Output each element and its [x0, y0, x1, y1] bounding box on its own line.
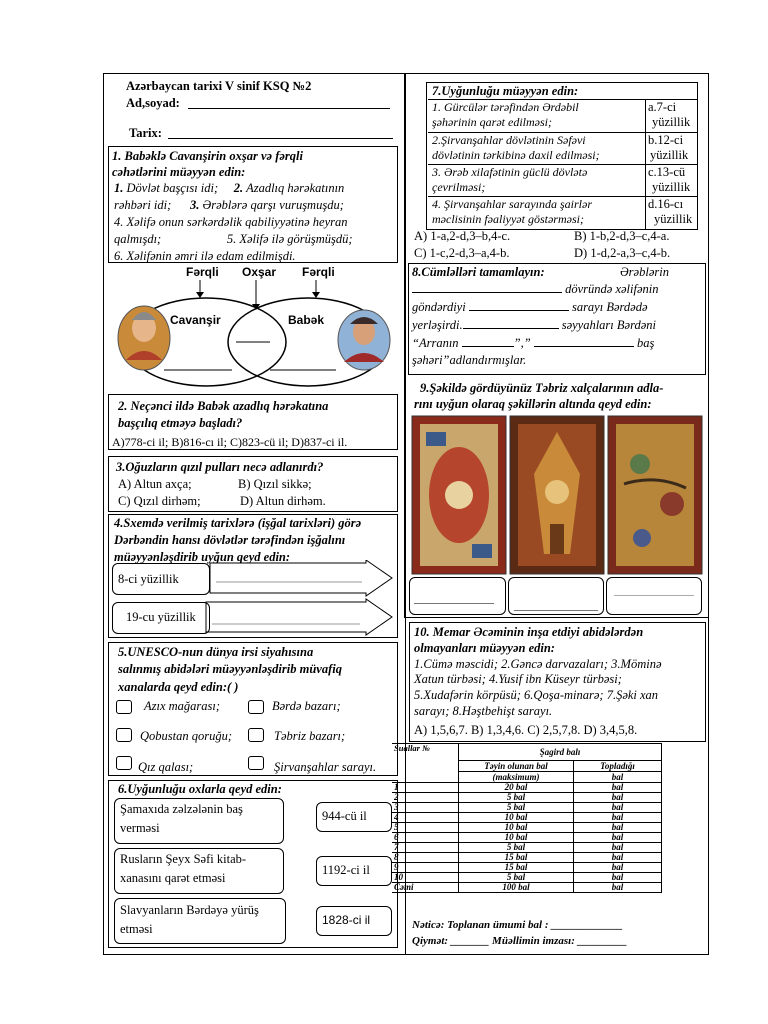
grade-cell-n: 4: [392, 813, 459, 823]
q5-item-1: Bərdə bazarı;: [272, 699, 341, 713]
q5-title-2: salınmış abidələri müəyyənləşdirib müvafiq: [118, 662, 342, 676]
q9-answer-3[interactable]: [606, 577, 702, 615]
q2-title-2: başçılıq etməyə başladı?: [118, 416, 243, 430]
grade-cell-got[interactable]: bal: [574, 843, 662, 853]
table-row: [392, 803, 662, 813]
q6-left-2-l1: Slavyanların Bərdəyə yürüş: [120, 903, 259, 917]
q8-line4: yerləşirdi. səyyahları Bərdəni: [412, 318, 657, 332]
q4-title-2: Dərbəndin hansı dövlətlər tərəfindən işğalını: [114, 533, 346, 547]
q1-line2: rəhbəri idi; 3. Ərəblərə qarşı vuruşmuşdu;: [114, 198, 344, 212]
q9-title: 9.Şəkildə gördüyünüz Təbriz xalçalarının adla-: [420, 381, 664, 395]
grade-cell-n: Cəmi: [392, 883, 459, 893]
grade-col2a: Topladığı: [574, 761, 662, 772]
q7-row1-l2: dövlətinin tərkibinə daxil edilməsi;: [432, 148, 600, 162]
table-row: [392, 853, 662, 863]
q4-row2-label: 19-cu yüzillik: [126, 610, 196, 624]
carpet-1-icon: [412, 416, 506, 574]
q1-line1: 1. Dövlət başçısı idi; 2. Azadlıq hərəkatının: [114, 181, 345, 195]
grade-cell-n: 10: [392, 873, 459, 883]
grade-cell-max: 10 bal: [459, 833, 574, 843]
q5-check-4[interactable]: [116, 756, 132, 770]
q7-row2-r1: c.13-cü: [648, 165, 686, 179]
q5-check-5[interactable]: [248, 756, 264, 770]
q4-row1-label: 8-ci yüzillik: [118, 572, 179, 586]
venn-label-diff2: Fərqli: [302, 265, 335, 279]
q7-title: 7.Uyğunluğu müəyyən edin:: [432, 84, 579, 98]
grade-cell-max: 10 bal: [459, 813, 574, 823]
q4-title: 4.Sxemdə verilmiş tarixlərə (işğal tarixləri) görə: [114, 516, 362, 530]
q2-options: A)778-ci il; B)816-cı il; C)823-cü il; D)837-ci il.: [112, 435, 348, 449]
q4-row2-answer[interactable]: [214, 624, 360, 626]
q8-line1: Ərəblərin: [620, 265, 669, 279]
header-title: Azərbaycan tarixi V sinif KSQ №2: [126, 79, 312, 93]
grade-cell-got[interactable]: bal: [574, 833, 662, 843]
grade-cell-n: 9: [392, 863, 459, 873]
carpet-2-icon: [510, 416, 604, 574]
q8-line2: dövründə xəlifənin: [412, 282, 659, 297]
q7-row2-l2: çevrilməsi;: [432, 180, 486, 194]
q5-title: 5.UNESCO-nun dünya irsi siyahısına: [118, 645, 314, 659]
q5-item-5: Şirvanşahlar sarayı.: [274, 760, 377, 774]
q7-row1-r1: b.12-ci: [648, 133, 684, 147]
venn-right-label: Babək: [288, 313, 325, 327]
table-row: [392, 823, 662, 833]
grade-cell-got[interactable]: bal: [574, 803, 662, 813]
q1-line5: 6. Xəlifənin əmri ilə edam edilmişdi.: [114, 249, 296, 263]
venn-left-label: Cavanşir: [170, 313, 221, 327]
grade-cell-max: 100 bal: [459, 883, 574, 893]
grade-cell-got[interactable]: bal: [574, 813, 662, 823]
grade-col1b: (maksimum): [459, 772, 574, 783]
q7-option-b: B) 1-b,2-d,3–c,4-a.: [574, 229, 670, 243]
q3-option-c: C) Qızıl dirhəm;: [118, 494, 201, 508]
grade-cell-max: 15 bal: [459, 863, 574, 873]
q7-option-d: D) 1-d,2-a,3–c,4-b.: [574, 246, 671, 260]
grade-cell-n: 8: [392, 853, 459, 863]
grade-cell-n: 6: [392, 833, 459, 843]
q5-check-2[interactable]: [116, 728, 132, 742]
grade-cell-n: 2: [392, 793, 459, 803]
q6-right-2-label: 1828-ci il: [322, 913, 371, 927]
grade-cell-n: 3: [392, 803, 459, 813]
q5-item-3: Təbriz bazarı;: [274, 729, 346, 743]
q10-options: A) 1,5,6,7. B) 1,3,4,6. C) 2,5,7,8. D) 3,4,5,8.: [414, 723, 638, 737]
date-field[interactable]: [168, 138, 393, 139]
q7-row3-l1: 4. Şirvanşahlar sarayında şairlər: [432, 197, 593, 211]
q1-line4: qalmışdı; 5. Xəlifə ilə görüşmüşdü;: [114, 232, 353, 246]
grade-cell-n: 7: [392, 843, 459, 853]
grade-col0: Suallar №: [392, 744, 459, 783]
q8-line3: göndərdiyi sarayı Bərdədə: [412, 300, 648, 314]
q8-title: 8.Cümləlləri tamamlayın:: [412, 265, 545, 279]
grade-cell-got[interactable]: bal: [574, 793, 662, 803]
grade-cell-max: 5 bal: [459, 873, 574, 883]
q4-row1-answer[interactable]: [216, 582, 362, 584]
name-field[interactable]: [188, 108, 390, 109]
q1-title: 1. Babəklə Cavanşirin oxşar və fərqli: [112, 149, 303, 163]
q2-title: 2. Neçənci ildə Babək azadlıq hərəkatına: [118, 399, 329, 413]
q3-option-a: A) Altun axça;: [118, 477, 192, 491]
q5-title-3: xanalarda qeyd edin:( ): [118, 680, 239, 694]
grade-cell-max: 5 bal: [459, 793, 574, 803]
q5-check-3[interactable]: [248, 728, 264, 742]
grade-col1a: Təyin olunan bal: [459, 761, 574, 772]
q4-title-3: müəyyənləşdirib uyğun qeyd edin:: [114, 550, 291, 564]
name-label: Ad,soyad:: [126, 96, 180, 110]
q9-title-2: rını uyğun olaraq şəkillərin altında qeyd edin:: [414, 397, 652, 411]
grade-cell-got[interactable]: bal: [574, 823, 662, 833]
q7-row0-r1: a.7-ci: [648, 100, 677, 114]
tabriz-carpets: [410, 414, 706, 576]
q7-row3-r2: yüzillik: [654, 212, 693, 226]
table-row: [392, 873, 662, 883]
q1-title-2: cəhətlərini müəyyən edin:: [112, 165, 246, 179]
q3-title: 3.Oğuzların qızıl pulları necə adlanırdı?: [116, 460, 324, 474]
venn-diagram: [108, 262, 398, 392]
q5-item-4: Qız qalası;: [138, 760, 194, 774]
q5-check-0[interactable]: [116, 700, 132, 714]
q10-title: 10. Memar Əcəminin inşa etdiyi abidələrdən: [414, 625, 644, 639]
q10-line3: 5.Xudafərin körpüsü; 6.Qoşa-minarə; 7.Şəki xan: [414, 688, 659, 702]
q7-row3-l2: məclisinin fəaliyyət göstərməsi;: [432, 212, 584, 226]
q6-right-1-label: 1192-ci il: [322, 863, 370, 877]
grade-sign: Qiymət: _______ Müəllimin imzası: _________: [412, 935, 628, 947]
grade-cell-got[interactable]: bal: [574, 863, 662, 873]
venn-label-diff1: Fərqli: [186, 265, 219, 279]
q9-answer-1[interactable]: [409, 577, 506, 615]
table-row: [392, 863, 662, 873]
grade-cell-got[interactable]: bal: [574, 853, 662, 863]
q10-line4: sarayı; 8.Həştbehişt sarayı.: [414, 704, 553, 718]
grade-cell-max: 15 bal: [459, 853, 574, 863]
q3-option-d: D) Altun dirhəm.: [240, 494, 326, 508]
grade-cell-n: 5: [392, 823, 459, 833]
babek-portrait-icon: [338, 310, 390, 370]
grade-head: Şagird balı: [459, 744, 662, 761]
grade-result: Nəticə: Toplanan ümumi bal : _____________: [412, 919, 623, 931]
q6-left-0-l1: Şamaxıda zəlzələnin baş: [120, 802, 243, 816]
q8-line6: şəhəri”adlandırmışlar.: [412, 353, 527, 367]
grade-cell-got[interactable]: bal: [574, 883, 662, 893]
q5-check-1[interactable]: [248, 700, 264, 714]
q6-left-1-l1: Rusların Şeyx Səfi kitab-: [120, 852, 247, 866]
grade-cell-got[interactable]: bal: [574, 873, 662, 883]
table-row: [392, 883, 662, 893]
q7-row0-r2: yüzillik: [652, 115, 691, 129]
q7-row2-l1: 3. Ərəb xilafətinin güclü dövlətə: [432, 165, 588, 179]
q1-line3: 4. Xəlifə onun sərkərdəlik qabiliyyətinə heyran: [114, 215, 348, 229]
q6-right-0-label: 944-cü il: [322, 809, 367, 823]
q10-line1: 1.Cümə məscidi; 2.Gəncə darvazaları; 3.Möminə: [414, 657, 662, 671]
grade-cell-max: 5 bal: [459, 843, 574, 853]
carpet-3-icon: [608, 416, 702, 574]
q6-left-1-l2: xanasını qarət etməsi: [120, 871, 226, 885]
q6-left-0-l2: verməsi: [120, 821, 160, 835]
table-row: [392, 833, 662, 843]
grade-cell-got[interactable]: bal: [574, 783, 662, 793]
grade-cell-max: 20 bal: [459, 783, 574, 793]
q7-row2-r2: yüzillik: [652, 180, 691, 194]
table-row: [392, 813, 662, 823]
venn-label-same: Oxşar: [242, 265, 277, 279]
q6-left-2-l2: etməsi: [120, 922, 153, 936]
q7-option-a: A) 1-a,2-d,3–b,4-c.: [414, 229, 511, 243]
q8-line5: “Arranın ”,” baş: [412, 336, 655, 350]
q5-item-2: Qobustan qoruğu;: [140, 729, 233, 743]
q10-title-2: olmayanları müəyyən edin:: [414, 641, 555, 655]
table-row: [392, 783, 662, 793]
date-label: Tarix:: [129, 126, 162, 140]
grade-col2b: bal: [574, 772, 662, 783]
q7-row0-l1: 1. Gürcülər tərəfindən Ərdəbil: [432, 100, 579, 114]
table-row: [392, 793, 662, 803]
q7-row1-r2: yüzillik: [650, 148, 689, 162]
grade-cell-n: 1: [392, 783, 459, 793]
q7-option-c: C) 1-c,2-d,3–a,4-b.: [414, 246, 510, 260]
q6-title: 6.Uyğunluğu oxlarla qeyd edin:: [118, 782, 282, 796]
q3-option-b: B) Qızıl sikkə;: [238, 477, 312, 491]
cavansir-portrait-icon: [118, 306, 170, 370]
grade-cell-max: 10 bal: [459, 823, 574, 833]
q10-line2: Xatun türbəsi; 4.Yusif ibn Küseyr türbəsi;: [414, 672, 622, 686]
q7-row0-l2: şəhərinin qarət edilməsi;: [432, 115, 552, 129]
q7-row3-r1: d.16-cı: [648, 197, 684, 211]
q5-item-0: Azıx mağarası;: [144, 699, 221, 713]
grade-table: [392, 743, 662, 893]
grade-cell-max: 5 bal: [459, 803, 574, 813]
table-row: [392, 843, 662, 853]
q7-row1-l1: 2.Şirvanşahlar dövlətinin Səfəvi: [432, 133, 586, 147]
